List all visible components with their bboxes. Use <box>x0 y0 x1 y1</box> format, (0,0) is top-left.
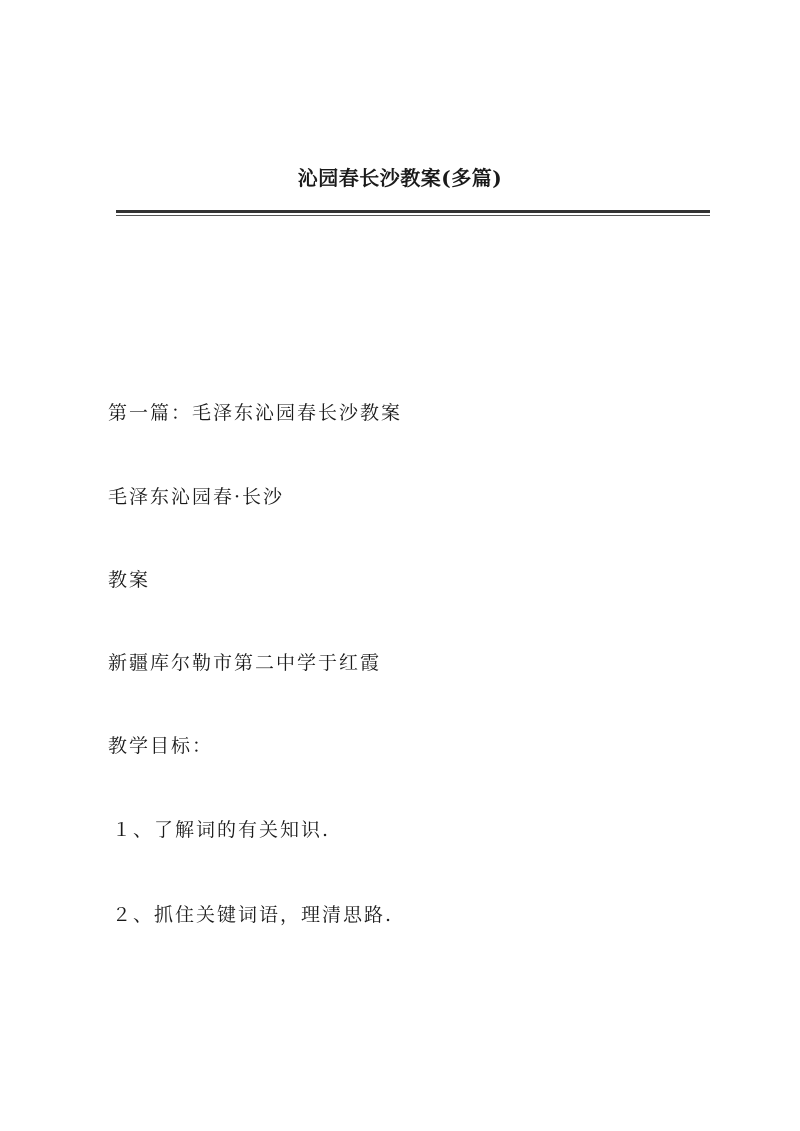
objectives-heading: 教学目标： <box>108 735 214 757</box>
title-divider <box>116 210 710 213</box>
poem-title: 毛泽东沁园春·长沙 <box>108 486 285 508</box>
document-title: 沁园春长沙教案(多篇) <box>297 166 503 190</box>
objective-item: １、了解词的有关知识. <box>112 819 331 841</box>
author-line: 新疆库尔勒市第二中学于红霞 <box>108 652 382 674</box>
doc-type-label: 教案 <box>108 569 151 591</box>
title-divider-thin <box>116 215 710 216</box>
objective-item: ２、抓住关键词语，理清思路. <box>112 904 394 926</box>
section-heading: 第一篇：毛泽东沁园春长沙教案 <box>108 402 403 424</box>
